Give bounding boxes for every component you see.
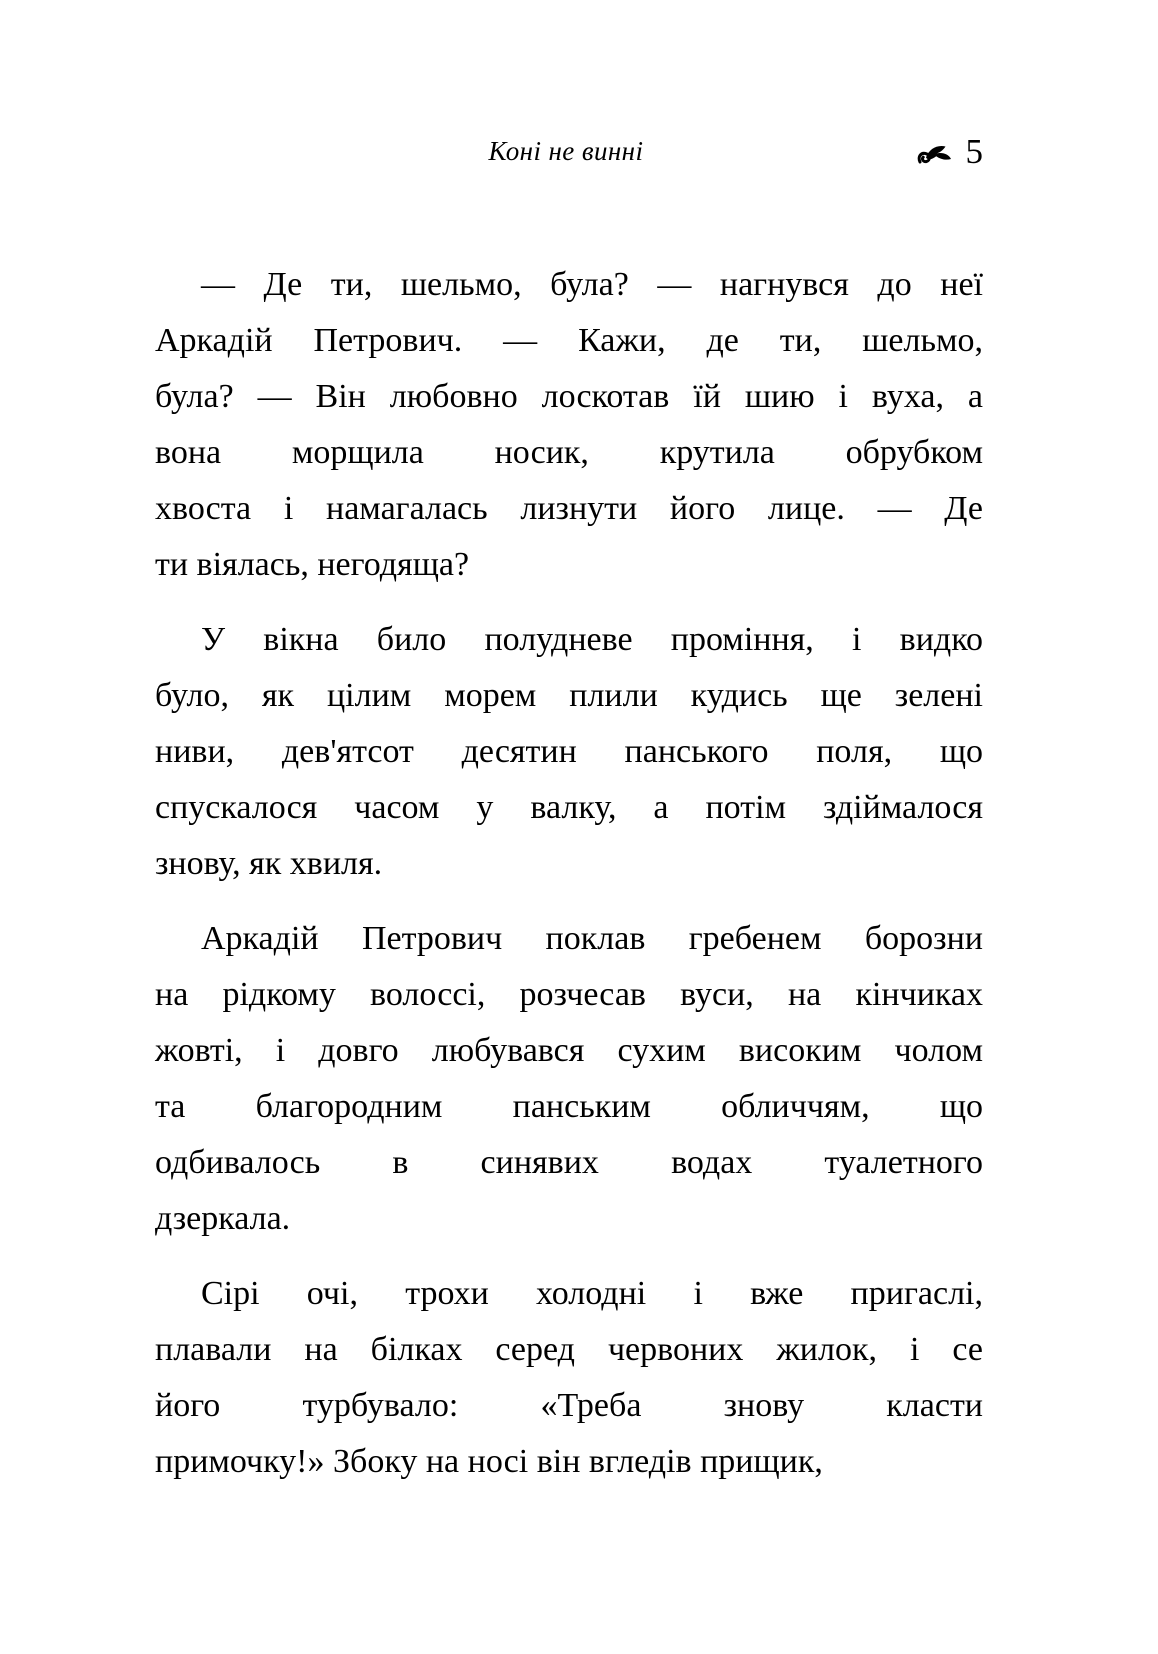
- text-line: було, як цілим морем плили кудись ще зелені: [155, 677, 983, 714]
- running-title: Коні не винні: [488, 136, 644, 166]
- text-line: Аркадій Петрович поклав гребенем борозни: [201, 920, 983, 957]
- text-line: його турбувало: «Треба знову класти: [155, 1387, 983, 1424]
- page-body: [155, 257, 983, 1490]
- fleuron-ornament-icon: [916, 143, 953, 169]
- text-line: Аркадій Петрович. — Кажи, де ти, шельмо,: [155, 322, 983, 359]
- running-header: [155, 128, 983, 176]
- text-line: — Де ти, шельмо, була? — нагнувся до неї: [201, 266, 983, 303]
- paragraph: [155, 892, 983, 1247]
- text-line: спускалося часом у валку, а потім здіймалося: [155, 789, 983, 826]
- text-line: хвоста і намагалась лизнути його лице. — Де: [155, 490, 983, 527]
- paragraph: [155, 1247, 983, 1490]
- folio: [916, 128, 984, 176]
- page-number: 5: [965, 132, 983, 171]
- text-line: У вікна било полудневе проміння, і видко: [201, 621, 983, 658]
- paragraph: [155, 593, 983, 892]
- text-line: примочку!» Збоку на носі він вгледів прищик,: [155, 1443, 823, 1480]
- text-line: ниви, дев'ятсот десятин панського поля, що: [155, 733, 983, 770]
- text-line: жовті, і довго любувався сухим високим чолом: [155, 1032, 983, 1069]
- text-line: вона морщила носик, крутила обрубком: [155, 434, 983, 471]
- text-line: одбивалось в синявих водах туалетного: [155, 1144, 983, 1181]
- text-line: Сірі очі, трохи холодні і вже пригаслі,: [201, 1275, 983, 1312]
- text-line: плавали на білках серед червоних жилок, і се: [155, 1331, 983, 1368]
- text-line: на рідкому волоссі, розчесав вуси, на кінчиках: [155, 976, 983, 1013]
- text-line: ти віялась, негодяща?: [155, 546, 470, 583]
- text-line: знову, як хвиля.: [155, 845, 383, 882]
- text-line: була? — Він любовно лоскотав їй шию і вуха, а: [155, 378, 983, 415]
- paragraph: [155, 257, 983, 593]
- text-line: та благородним панським обличчям, що: [155, 1088, 983, 1125]
- text-line: дзеркала.: [155, 1200, 291, 1237]
